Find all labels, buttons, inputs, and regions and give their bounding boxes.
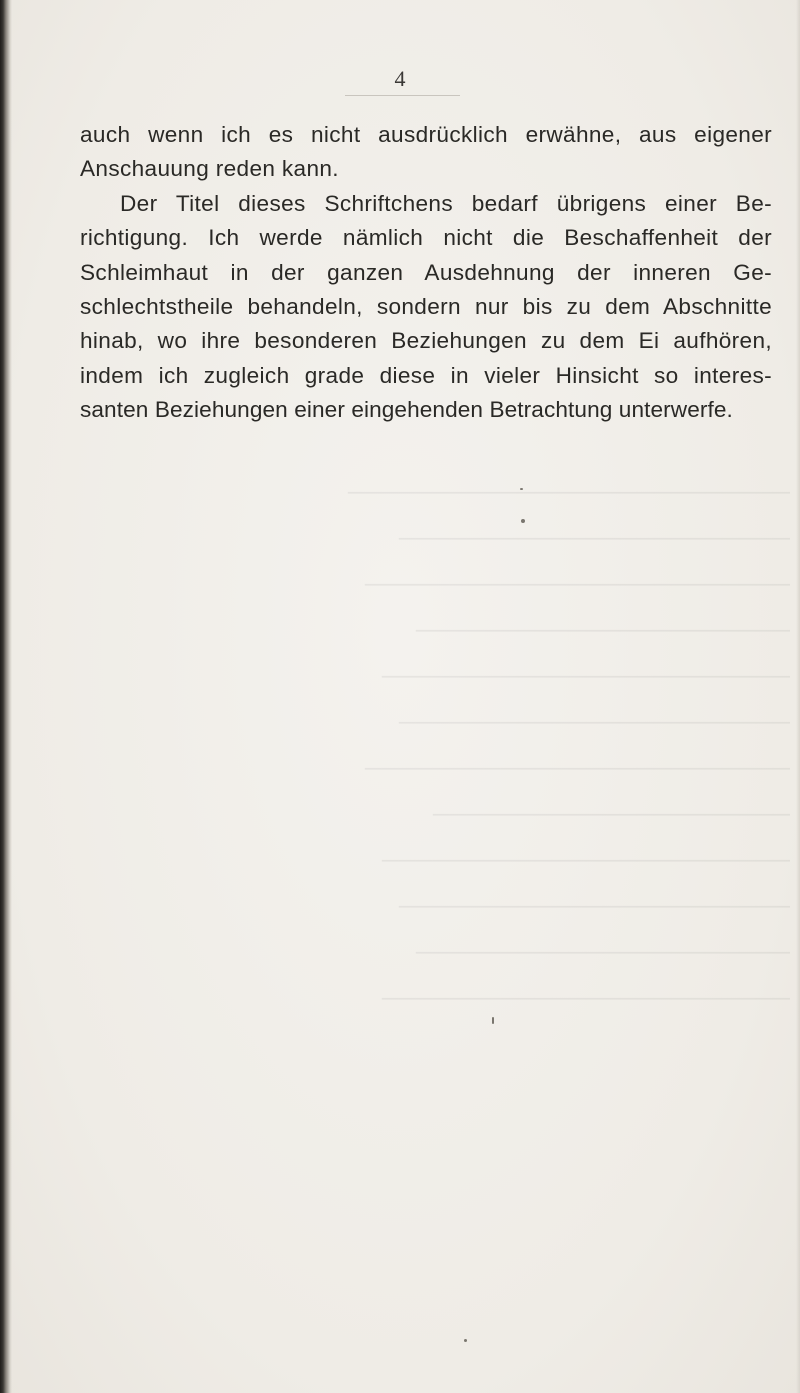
text-line: auch wenn ich es nicht ausdrücklich erwähne, aus eigener [80,122,772,147]
text-line: Anschauung reden kann. [80,156,339,182]
page-right-edge [796,0,800,1393]
text-line: santen Beziehungen einer eingehenden Betrachtung unterwerfe. [80,397,733,423]
text-line: Schleimhaut in der ganzen Ausdehnung der inneren Ge- [80,259,772,285]
paper-speck [520,488,523,490]
text-line: richtigung. Ich werde nämlich nicht die Beschaffenheit der [80,225,772,251]
body-paragraphs [80,118,772,428]
paper-speck [464,1339,467,1342]
text-line: hinab, wo ihre besonderen Beziehungen zu dem Ei aufhören, [80,328,772,354]
page-number: 4 [394,66,406,91]
paper-speck [492,1017,494,1024]
header-rule [345,95,460,96]
text-line: indem ich zugleich grade diese in vieler Hinsicht so interes- [80,362,772,388]
paper-speck [521,519,525,523]
text-line: schlechtstheile behandeln, sondern nur bis zu dem Abschnitte [80,294,772,320]
text-line: Der Titel dieses Schriftchens bedarf übrigens einer Be- [120,190,772,216]
page-binding-edge [0,0,12,1393]
show-through-texture: ────────────────────────── ─────────────────────── ───────────────────────── ────────────────────── ──────────────────────── ─────────────────────── ───────────────────────── ───────────────────── ──────────────────────── ─────────────────────── ────────────────────── ──────────────────────── [347,479,790,1012]
